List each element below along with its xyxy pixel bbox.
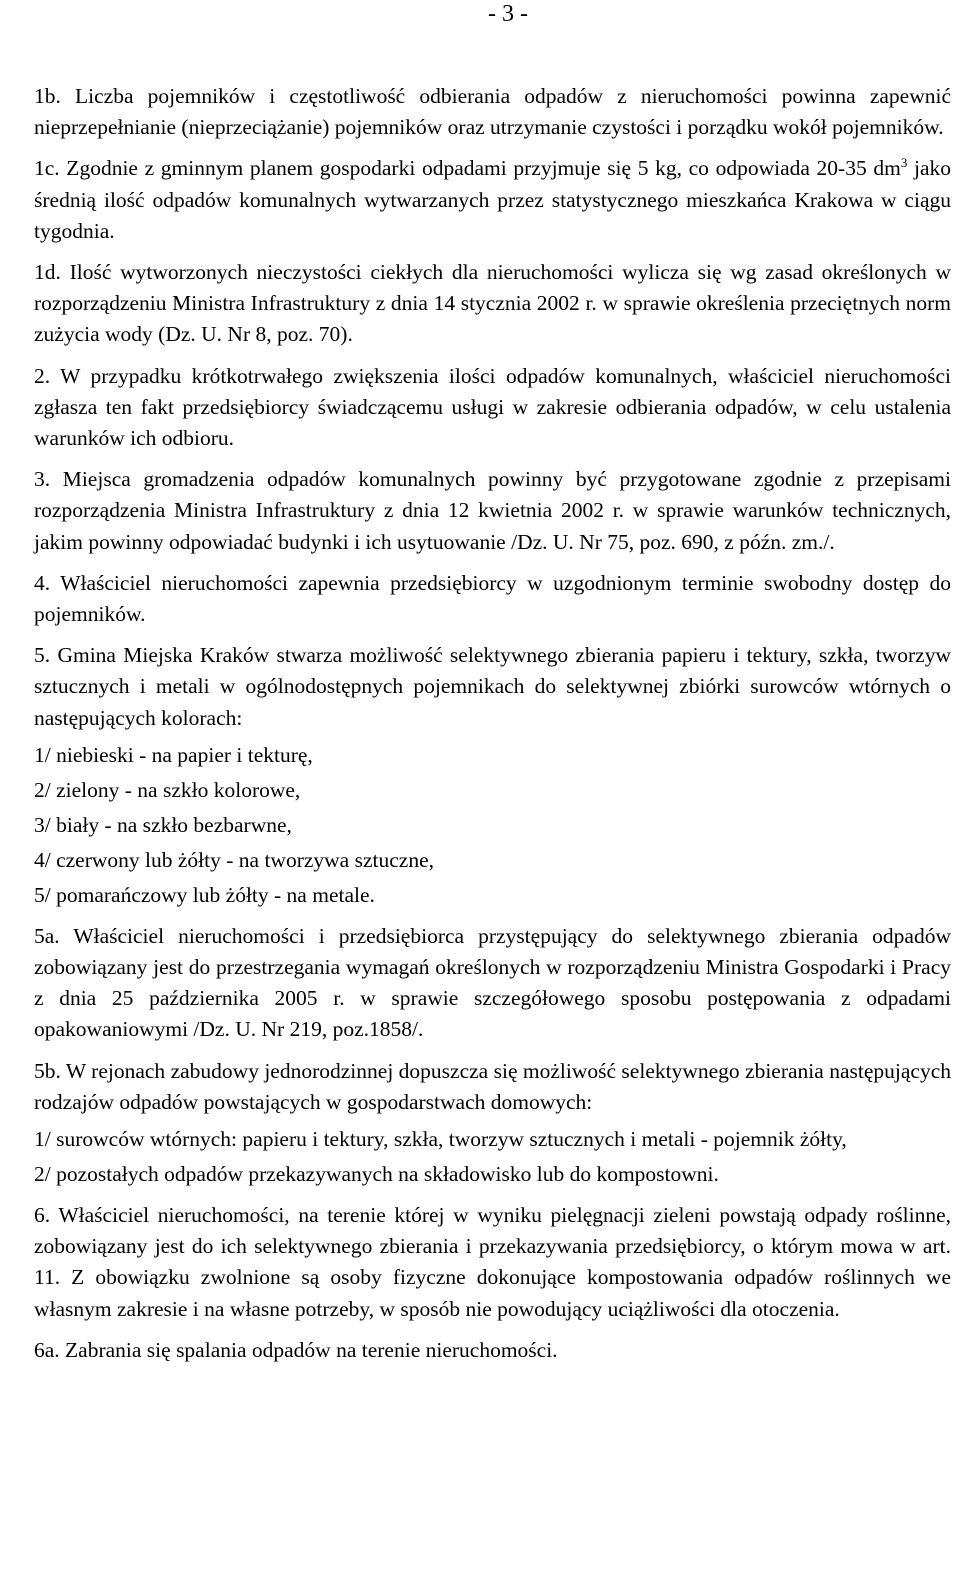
paragraph-1c-text-b: jako średnią ilość odpadów komunalnych wytwarzanych przez statystycznego mieszkańca Krakowa w ciągu tygodnia.: [34, 156, 951, 243]
paragraph-6a: 6a. Zabrania się spalania odpadów na terenie nieruchomości.: [34, 1337, 558, 1362]
document-body: [34, 81, 951, 1376]
paragraph-5a: 5a. Właściciel nieruchomości i przedsiębiorca przystępujący do selektywnego zbierania odpadów zobowiązany jest do przestrzegania wymagań określonych w rozporządzeniu Ministra Gospodarki i Pracy z dnia 25 października 2005 r. w sprawie szczegółowego sposobu postępowania z odpadami opakowaniowymi /Dz. U. Nr 219, poz.1858/.: [34, 923, 951, 1042]
list-item: 2/ zielony - na szkło kolorowe,: [34, 777, 301, 802]
list-item: 1/ surowców wtórnych: papieru i tektury, szkła, tworzyw sztucznych i metali - pojemnik żółty,: [34, 1127, 847, 1152]
list-item: 3/ biały - na szkło bezbarwne,: [34, 812, 292, 837]
paragraph-5b: 5b. W rejonach zabudowy jednorodzinnej dopuszcza się możliwość selektywnego zbierania następujących rodzajów odpadów powstających w gospodarstwach domowych:: [34, 1058, 951, 1114]
list-item: 2/ pozostałych odpadów przekazywanych na składowisko lub do kompostowni.: [34, 1162, 719, 1187]
list-5: [34, 740, 951, 911]
list-item: 1/ niebieski - na papier i tekturę,: [34, 742, 313, 767]
paragraph-1c: [34, 153, 951, 247]
paragraph-4: 4. Właściciel nieruchomości zapewnia przedsiębiorcy w uzgodnionym terminie swobodny dostęp do pojemników.: [34, 570, 951, 627]
list-item: 4/ czerwony lub żółty - na tworzywa sztuczne,: [34, 847, 434, 872]
paragraph-6: 6. Właściciel nieruchomości, na terenie której w wyniku pielęgnacji zieleni powstają odpady roślinne, zobowiązany jest do ich selektywnego zbierania i przekazywania przedsiębiorcy, o którym mowa w art. 11. Z obowiązku zwolnione są osoby fizyczne dokonujące kompostowania odpadów roślinnych we własnym zakresie i na własne potrzeby, w sposób nie powodujący uciążliwości dla otoczenia.: [34, 1203, 951, 1321]
paragraph-3: 3. Miejsca gromadzenia odpadów komunalnych powinny być przygotowane zgodnie z przepisami rozporządzenia Ministra Infrastruktury z dnia 12 kwietnia 2002 r. w sprawie warunków technicznych, jakim powinny odpowiadać budynki i ich usytuowanie /Dz. U. Nr 75, poz. 690, z późn. zm./.: [34, 467, 951, 554]
superscript-3: 3: [900, 155, 908, 171]
page-number: - 3 -: [488, 1, 528, 27]
paragraph-1c-text-a: 1c. Zgodnie z gminnym planem gospodarki odpadami przyjmuje się 5 kg, co odpowiada 20-35 dm: [34, 156, 901, 181]
paragraph-5: 5. Gmina Miejska Kraków stwarza możliwość selektywnego zbierania papieru i tektury, szkła, tworzyw sztucznych i metali w ogólnodostępnych pojemnikach do selektywnej zbiórki surowców wtórnych o następujących kolorach:: [34, 643, 951, 730]
list-5b: [34, 1124, 951, 1190]
paragraph-1d: 1d. Ilość wytworzonych nieczystości ciekłych dla nieruchomości wylicza się wg zasad określonych w rozporządzeniu Ministra Infrastruktury z dnia 14 stycznia 2002 r. w sprawie określenia przeciętnych norm zużycia wody (Dz. U. Nr 8, poz. 70).: [34, 260, 951, 347]
list-item: 5/ pomarańczowy lub żółty - na metale.: [34, 882, 375, 907]
paragraph-1b: 1b. Liczba pojemników i częstotliwość odbierania odpadów z nieruchomości powinna zapewnić nieprzepełnianie (nieprzeciążanie) pojemników oraz utrzymanie czystości i porządku wokół pojemników.: [34, 84, 951, 140]
paragraph-2: 2. W przypadku krótkotrwałego zwiększenia ilości odpadów komunalnych, właściciel nieruchomości zgłasza ten fakt przedsiębiorcy świadczącemu usługi w zakresie odbierania odpadów, w celu ustalenia warunków ich odbioru.: [34, 363, 951, 451]
